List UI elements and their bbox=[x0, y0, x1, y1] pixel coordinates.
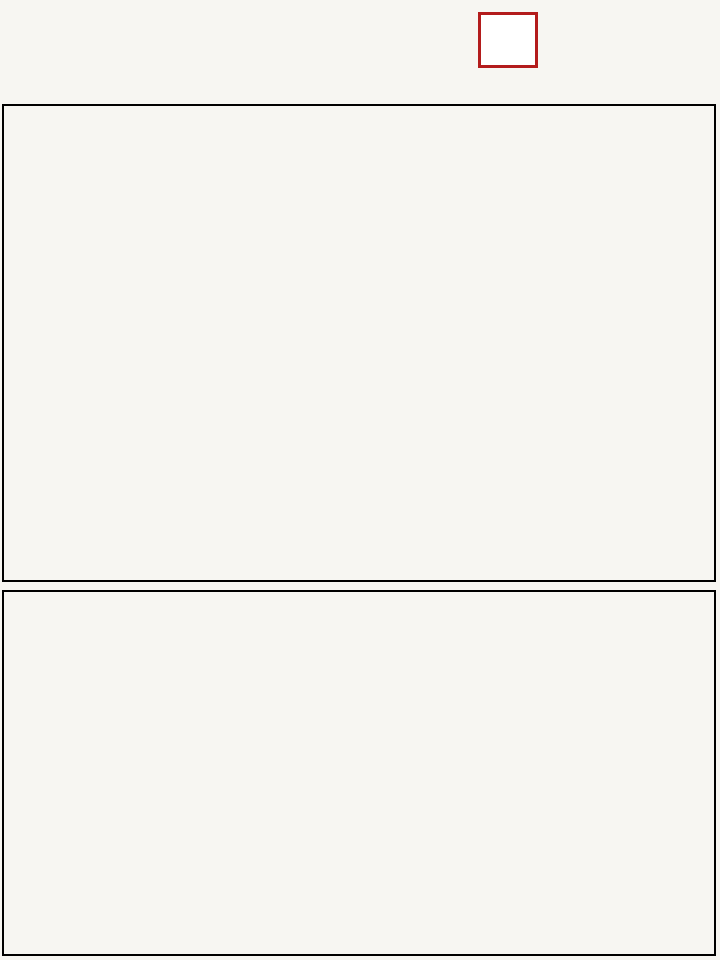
logo-seal bbox=[478, 12, 538, 68]
four-pillars-grid bbox=[2, 104, 716, 582]
logo bbox=[478, 8, 710, 72]
annual-years-grid bbox=[2, 590, 716, 956]
